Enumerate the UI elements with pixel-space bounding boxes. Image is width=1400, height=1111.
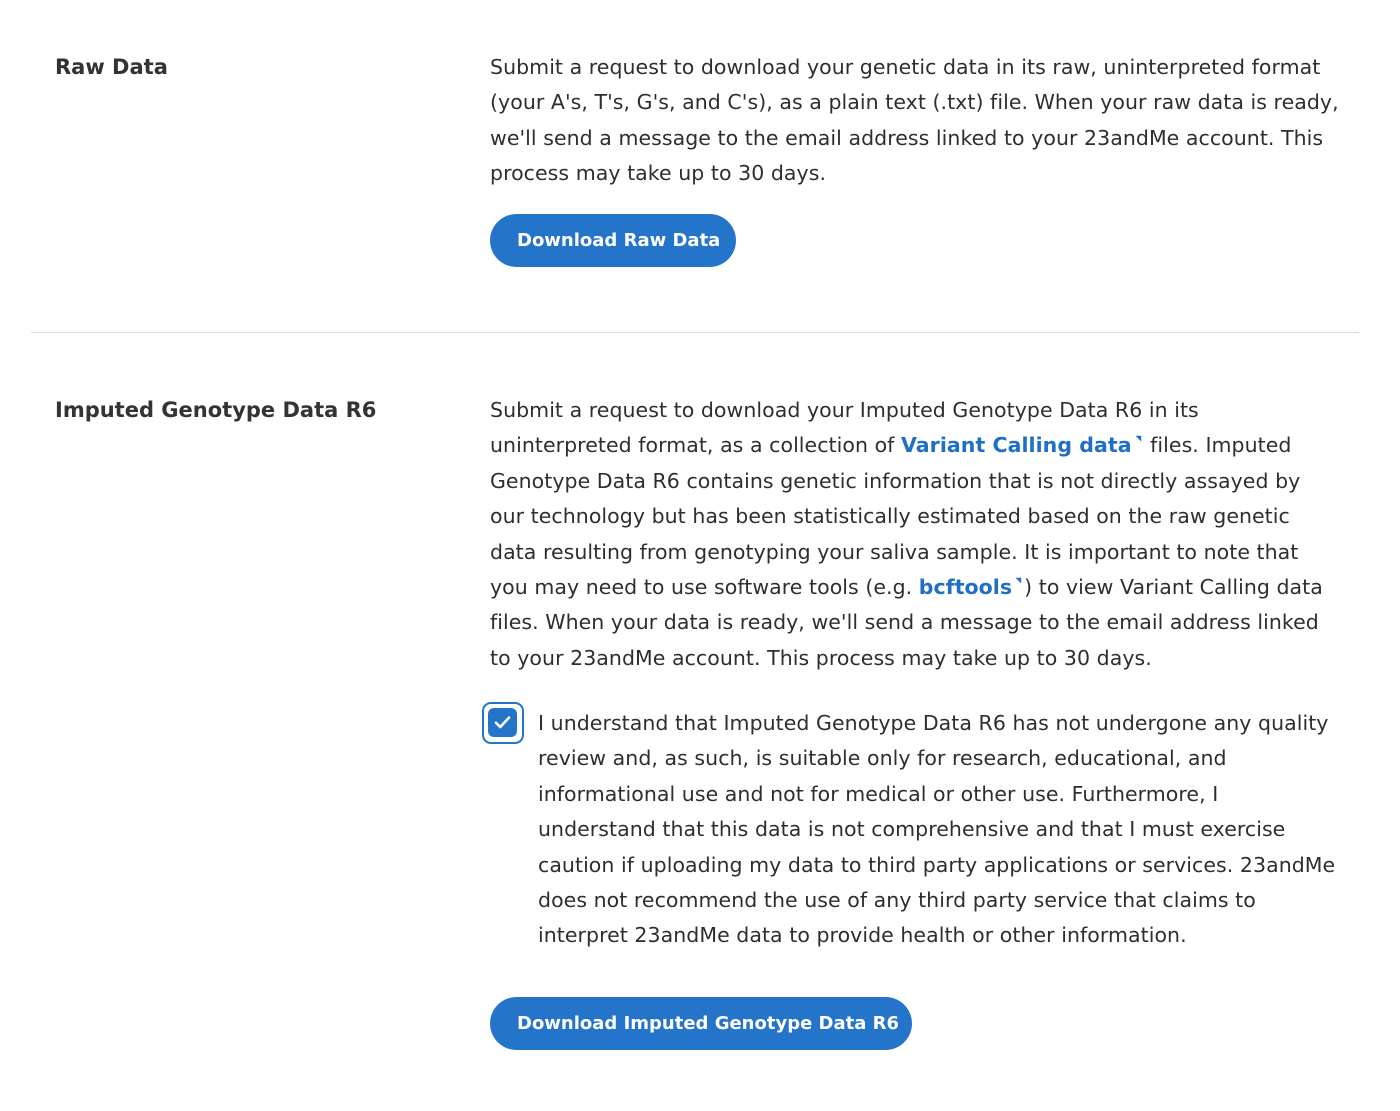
external-link-arrow-icon <box>1015 577 1022 584</box>
imputed-description-text: uninterpreted format, as a collection of <box>490 433 901 458</box>
imputed-description-line <box>490 570 1340 605</box>
section-divider <box>31 332 1359 333</box>
imputed-description-line: Genotype Data R6 contains genetic information that is not directly assayed by <box>490 468 1301 493</box>
imputed-description-text: ) to view Variant Calling data <box>1024 575 1323 600</box>
consent-line: understand that this data is not comprehensive and that I must exercise <box>538 817 1286 842</box>
consent-line: interpret 23andMe data to provide health or other information. <box>538 923 1187 948</box>
variant-calling-data-link[interactable] <box>901 433 1144 457</box>
consent-line: does not recommend the use of any third party service that claims to <box>538 888 1256 913</box>
download-imputed-genotype-button[interactable]: Download Imputed Genotype Data R6 <box>490 997 912 1050</box>
imputed-genotype-description <box>490 393 1340 676</box>
external-link-arrow-icon <box>1135 435 1142 442</box>
raw-data-description-line: process may take up to 30 days. <box>490 161 827 186</box>
consent-line: caution if uploading my data to third party applications or services. 23andMe <box>538 852 1336 877</box>
imputed-description-text: files. Imputed <box>1143 433 1292 458</box>
consent-label[interactable] <box>538 706 1358 954</box>
raw-data-description <box>490 50 1340 192</box>
consent-line: informational use and not for medical or other use. Furthermore, I <box>538 781 1219 806</box>
consent-line: I understand that Imputed Genotype Data R6 has not undergone any quality <box>538 711 1329 735</box>
bcftools-link[interactable] <box>919 575 1024 599</box>
imputed-description-line: to your 23andMe account. This process may take up to 30 days. <box>490 645 1152 670</box>
download-raw-data-button[interactable]: Download Raw Data <box>490 214 736 267</box>
raw-data-title: Raw Data <box>55 55 168 79</box>
imputed-description-line: our technology but has been statistically estimated based on the raw genetic <box>490 504 1290 529</box>
imputed-description-line <box>490 428 1340 463</box>
consent-checkbox-fill <box>488 708 517 737</box>
imputed-description-line: data resulting from genotyping your saliva sample. It is important to note that <box>490 539 1299 564</box>
consent-checkbox[interactable] <box>482 702 524 744</box>
imputed-description-line: files. When your data is ready, we'll send a message to the email address linked <box>490 610 1319 635</box>
imputed-genotype-title: Imputed Genotype Data R6 <box>55 398 377 422</box>
imputed-description-text: you may need to use software tools (e.g. <box>490 575 919 600</box>
consent-line: review and, as such, is suitable only for research, educational, and <box>538 746 1227 771</box>
raw-data-section <box>0 0 1400 332</box>
raw-data-description-line: Submit a request to download your genetic data in its raw, uninterpreted format <box>490 55 1321 79</box>
checkmark-icon <box>494 715 511 730</box>
raw-data-description-line: (your A's, T's, G's, and C's), as a plain text (.txt) file. When your raw data is ready, <box>490 90 1339 115</box>
raw-data-description-line: we'll send a message to the email address linked to your 23andMe account. This <box>490 125 1324 150</box>
imputed-genotype-section <box>0 334 1400 1111</box>
bcftools-link-label: bcftools <box>918 575 1013 600</box>
variant-calling-data-link-label: Variant Calling data <box>901 433 1132 458</box>
imputed-description-line: Submit a request to download your Imputed Genotype Data R6 in its <box>490 398 1199 422</box>
